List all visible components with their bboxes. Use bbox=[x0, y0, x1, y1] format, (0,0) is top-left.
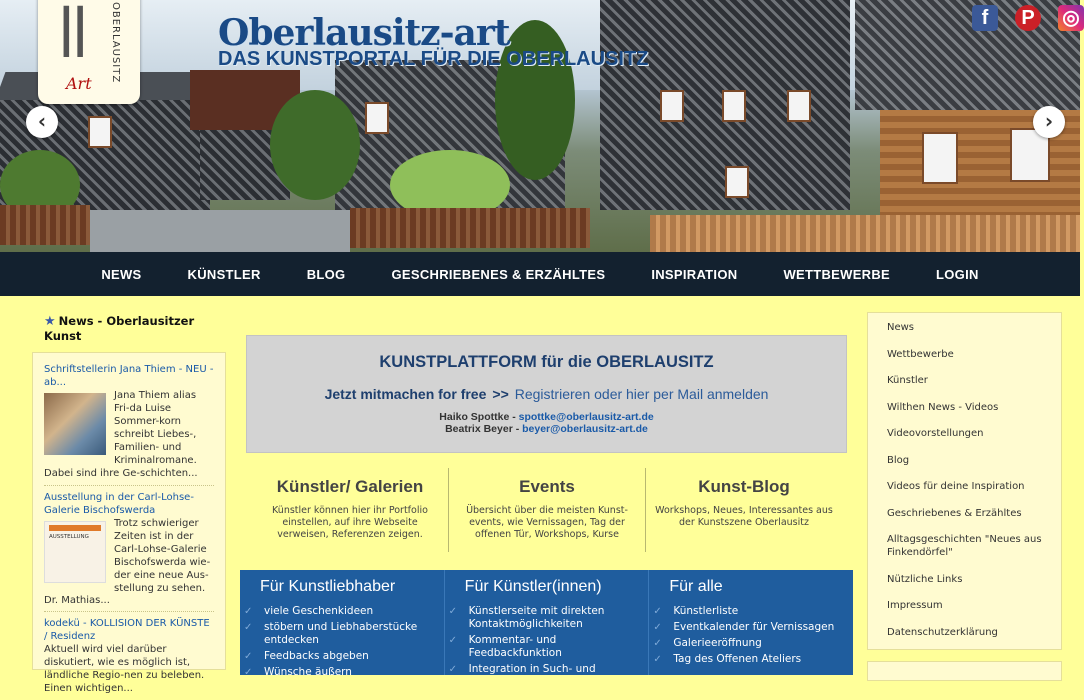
sidebar-item-videovorstellungen[interactable]: Videovorstellungen bbox=[887, 428, 984, 439]
check-icon: ✓ bbox=[653, 622, 662, 633]
news-sidebar bbox=[32, 352, 226, 694]
hero-house-far bbox=[855, 0, 1080, 110]
benefits-panel bbox=[240, 570, 853, 678]
list-item-text: Kommentar- und Feedbackfunktion bbox=[468, 634, 562, 659]
instagram-icon[interactable]: ◎ bbox=[1058, 5, 1084, 31]
right-sidebar-menu bbox=[867, 312, 1062, 650]
news-item-title[interactable]: kodekü - KOLLISION DER KÜNSTE / Residenz bbox=[44, 618, 210, 642]
contact-block bbox=[247, 411, 846, 435]
list-item-text: Integration in Such- und bbox=[468, 663, 596, 675]
email-link[interactable]: spottke@oberlausitz-art.de bbox=[518, 411, 654, 423]
promo-cta bbox=[247, 386, 846, 402]
news-item-title[interactable]: Ausstellung in der Carl-Lohse-Galerie Bischofswerda bbox=[44, 492, 194, 516]
sidebar-item-datenschutz[interactable]: Datenschutzerklärung bbox=[887, 626, 998, 638]
check-icon: ✓ bbox=[653, 638, 662, 649]
list-item bbox=[448, 634, 649, 660]
hero-window bbox=[787, 90, 811, 122]
list-item bbox=[653, 605, 853, 618]
register-link[interactable]: Registrieren oder hier per Mail anmelden bbox=[514, 386, 769, 402]
promo-cta-arrow: >> bbox=[492, 386, 509, 402]
nav-blog[interactable]: BLOG bbox=[306, 266, 346, 282]
news-item-body: Jana Thiem alias Fri-da Luise Sommer-korn schreibt Liebes-, Familien- und Kriminalromane. Dabei sind ihre Ge-schichten... bbox=[44, 390, 198, 479]
list-item bbox=[244, 605, 444, 618]
list-item bbox=[44, 617, 214, 700]
check-icon: ✓ bbox=[244, 667, 253, 678]
sidebar-item-videos-inspiration[interactable]: Videos für deine Inspiration bbox=[887, 481, 1025, 492]
hero-road bbox=[90, 210, 350, 252]
feature-kunstblog[interactable] bbox=[645, 468, 842, 552]
nav-news[interactable]: NEWS bbox=[101, 266, 142, 282]
main-nav bbox=[0, 252, 1080, 296]
nav-geschriebenes[interactable]: GESCHRIEBENES & ERZÄHLTES bbox=[391, 266, 606, 282]
hero-window bbox=[722, 90, 746, 122]
nav-login[interactable]: LOGIN bbox=[936, 266, 979, 282]
list-item bbox=[653, 637, 853, 650]
list-item-text: Feedbacks abgeben bbox=[264, 650, 369, 662]
hero-window bbox=[725, 166, 749, 198]
hero-tree bbox=[270, 90, 360, 200]
list-item-text: Tag des Offenen Ateliers bbox=[673, 653, 802, 665]
feature-title[interactable]: Events bbox=[519, 477, 575, 496]
contact-line bbox=[247, 411, 846, 423]
list-item-text: Wünsche äußern bbox=[264, 666, 352, 678]
check-icon: ✓ bbox=[244, 651, 253, 662]
list-item bbox=[244, 621, 444, 647]
promo-title: KUNSTPLATTFORM für die OBERLAUSITZ bbox=[379, 353, 714, 371]
poster-bar bbox=[49, 525, 101, 531]
contact-name: Beatrix Beyer - bbox=[445, 423, 523, 435]
list-item bbox=[448, 663, 649, 676]
feature-text: Künstler können hier ihr Portfolio einstellen, auf ihre Webseite verweisen, Referenzen zeigen. bbox=[272, 505, 428, 540]
list-item bbox=[244, 666, 444, 679]
features-row bbox=[252, 468, 842, 552]
list-item-text: viele Geschenkideen bbox=[264, 605, 374, 617]
list-item bbox=[653, 653, 853, 666]
contact-line bbox=[247, 423, 846, 435]
benefits-column-kunstliebhaber bbox=[240, 570, 444, 678]
hero-fence bbox=[650, 215, 1080, 255]
sidebar-item-wilthen-news[interactable]: Wilthen News - Videos bbox=[887, 401, 999, 413]
nav-wettbewerbe[interactable]: WETTBEWERBE bbox=[783, 266, 891, 282]
news-item-more: Dr. Mathias... bbox=[44, 595, 110, 606]
logo-side-text: OBERLAUSITZ bbox=[110, 2, 121, 84]
sidebar-item-impressum[interactable]: Impressum bbox=[887, 600, 943, 611]
benefits-column-kuenstler bbox=[444, 570, 649, 675]
news-sidebar-heading-text: News - Oberlausitzer Kunst bbox=[44, 314, 195, 343]
column-title: Für Kunstliebhaber bbox=[260, 578, 396, 595]
check-icon: ✓ bbox=[448, 664, 458, 675]
news-item-body: Trotz schwieriger Zeiten ist in der Carl-Lohse-Galerie Bischofswerda wie-der eine neue Aus-stellung zu sehen. bbox=[114, 518, 211, 594]
list-item bbox=[448, 605, 649, 631]
sidebar-item-alltagsgeschichten[interactable]: Alltagsgeschichten "Neues aus Finkendörfel" bbox=[887, 534, 1042, 558]
sidebar-item-blog[interactable]: Blog bbox=[887, 454, 910, 466]
list-item bbox=[653, 621, 853, 634]
news-thumbnail[interactable] bbox=[44, 521, 106, 583]
feature-text: Workshops, Neues, Interessantes aus der Kunstszene Oberlausitz bbox=[655, 505, 833, 528]
feature-title[interactable]: Kunst-Blog bbox=[698, 477, 790, 496]
hero-fence bbox=[0, 205, 90, 245]
list-item-text: Künstlerseite mit direkten Kontaktmöglichkeiten bbox=[468, 605, 605, 630]
news-item-title[interactable]: Schriftstellerin Jana Thiem - NEU - ab... bbox=[44, 364, 214, 388]
list-item-text: Eventkalender für Vernissagen bbox=[673, 621, 835, 633]
check-icon: ✓ bbox=[448, 635, 458, 646]
list-item-text: stöbern und Liebhaberstücke entdecken bbox=[264, 621, 418, 646]
sidebar-item-wettbewerbe[interactable]: Wettbewerbe bbox=[887, 348, 954, 360]
header-hero bbox=[0, 0, 1080, 252]
column-title: Für alle bbox=[669, 578, 723, 595]
list-item bbox=[244, 650, 444, 663]
slider-next-button[interactable]: › bbox=[1033, 106, 1065, 138]
benefits-column-alle bbox=[648, 570, 853, 675]
check-icon: ✓ bbox=[244, 606, 253, 617]
hero-window bbox=[365, 102, 389, 134]
star-icon: ★ bbox=[44, 314, 56, 329]
feature-title[interactable]: Künstler/ Galerien bbox=[276, 477, 424, 496]
poster-text: AUSSTELLUNG bbox=[49, 534, 89, 540]
right-sidebar-box-2 bbox=[867, 661, 1062, 681]
hero-window bbox=[922, 132, 958, 184]
nav-inspiration[interactable]: INSPIRATION bbox=[651, 266, 738, 282]
check-icon: ✓ bbox=[448, 606, 458, 617]
check-icon: ✓ bbox=[653, 606, 662, 617]
contact-name: Haiko Spottke - bbox=[439, 411, 519, 423]
logo-art-text: Art bbox=[66, 74, 92, 93]
sidebar-item-kuenstler[interactable]: Künstler bbox=[887, 375, 928, 386]
sidebar-item-news[interactable]: News bbox=[887, 322, 915, 333]
list-item-text: Künstlerliste bbox=[673, 605, 739, 617]
hero-window bbox=[88, 116, 112, 148]
logo-glyph: ǁ bbox=[56, 0, 91, 74]
news-sidebar-heading bbox=[44, 314, 224, 343]
check-icon: ✓ bbox=[244, 622, 253, 633]
promo-box bbox=[246, 335, 847, 453]
site-subtitle: DAS KUNSTPORTAL FÜR DIE OBERLAUSITZ bbox=[218, 48, 649, 70]
check-icon: ✓ bbox=[653, 654, 662, 665]
nav-kuenstler[interactable]: KÜNSTLER bbox=[187, 266, 261, 282]
sidebar-item-geschriebenes[interactable]: Geschriebenes & Erzähltes bbox=[887, 507, 1022, 519]
list-item-text: Galerieeröffnung bbox=[673, 637, 762, 649]
facebook-icon[interactable]: f bbox=[972, 5, 998, 31]
pinterest-icon[interactable]: P bbox=[1015, 5, 1041, 31]
hero-window bbox=[660, 90, 684, 122]
slider-prev-button[interactable]: ‹ bbox=[26, 106, 58, 138]
hero-fence bbox=[350, 208, 590, 248]
list-item bbox=[44, 363, 214, 486]
email-link[interactable]: beyer@oberlausitz-art.de bbox=[522, 423, 648, 435]
feature-text: Übersicht über die meisten Kunst-events, wie Vernissagen, Tag der offenen Tür, Workshops, Kurse bbox=[466, 505, 628, 540]
list-item bbox=[44, 491, 214, 612]
promo-cta-strong: Jetzt mitmachen for free bbox=[324, 386, 487, 402]
feature-events[interactable] bbox=[448, 468, 645, 552]
news-item-body: Aktuell wird viel darüber diskutiert, wie es möglich ist, ländliche Regio-nen zu beleben. Einen wichtigen... bbox=[44, 644, 205, 694]
site-title[interactable]: Oberlausitz-art bbox=[218, 12, 510, 54]
column-title: Für Künstler(innen) bbox=[464, 578, 602, 595]
feature-kuenstler[interactable] bbox=[252, 468, 448, 552]
site-logo[interactable] bbox=[38, 0, 140, 104]
sidebar-item-nuetzliche-links[interactable]: Nützliche Links bbox=[887, 573, 963, 585]
news-thumbnail[interactable] bbox=[44, 393, 106, 455]
